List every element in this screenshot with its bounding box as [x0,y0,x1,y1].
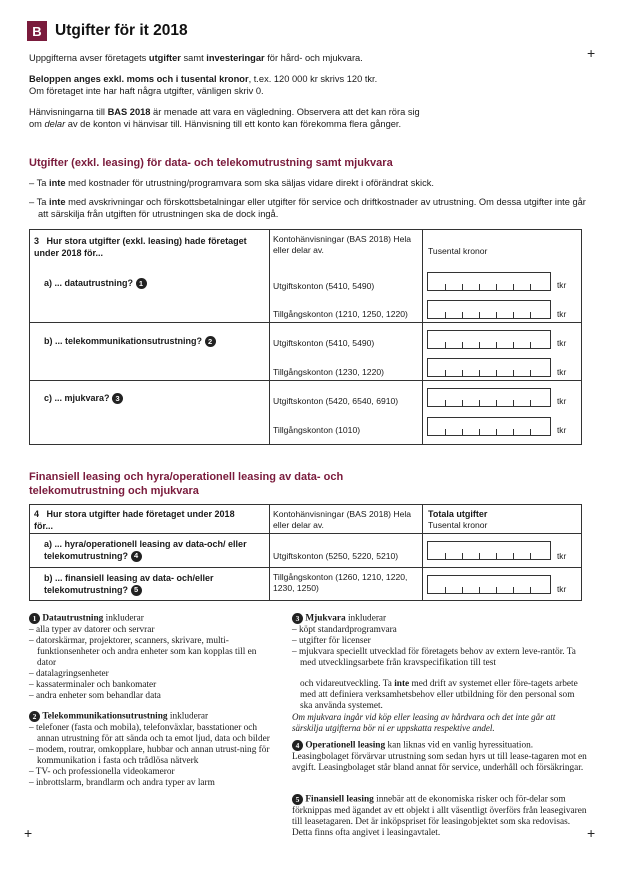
question-3-table [29,229,582,445]
account-ref-3a-expense: Utgiftskonton (5410, 5490) [273,281,375,291]
footnote-2: 2 Telekommunikationsutrustning inkluderar – telefoner (fasta och mobila), telefonväxlar, basstationer och annan utrustning för att sända och ta emot ljud, data och bilder – modem, routrar, omkopplare, hubbar och annan utrust-ning för kommunikation i fasta och trådlösa nätverk – TV- och professionella videokameror – inbrottslarm, brandlarm och andra typer av larm [29,711,277,789]
footnote-2-number: 2 [29,711,40,722]
footnote-2-marker: 2 [205,336,216,347]
unit-label: tkr [557,584,567,594]
unit-label: tkr [557,338,567,348]
amount-input-4b[interactable] [427,575,551,594]
list-item: – datalagringsenheter [29,668,109,679]
section-badge: B [27,21,47,41]
crop-mark: + [587,45,596,61]
amount-input-4a[interactable] [427,541,551,560]
amount-input-3b-expense[interactable] [427,330,551,349]
footnote-5-marker: 5 [131,585,142,596]
question-3b-label: b) ... telekommunikationsutrustning? 2 [44,336,216,348]
question-4a-label: a) ... hyra/operationell leasing av data-och/ eller telekomutrustning? 4 [44,539,247,561]
account-ref-3c-expense: Utgiftskonton (5420, 6540, 6910) [273,396,399,406]
unit-label: tkr [557,309,567,319]
question-3a-label: a) ... datautrustning? 1 [44,278,147,290]
intro-paragraph-2: Beloppen anges exkl. moms och i tusental kronor, t.ex. 120 000 kr skrivs 120 tkr. Om företaget inte har haft några utgifter, vänligen skriv 0. [29,74,378,97]
account-ref-3b-expense: Utgiftskonton (5410, 5490) [273,338,375,348]
footnote-1: 1 Datautrustning inkluderar – alla typer av datorer och servrar – datorskärmar, projektorer, scanners, skrivare, multi-funktionsenheter och andra enheter som kan kopplas till en dator – datalagringsenheter – kassaterminaler och bankomater – andra enheter som behandlar data [29,613,277,702]
footnote-3-note: Om mjukvara ingår vid köp eller leasing av hårdvara och det inte går att särskilja utgifterna bör ni er uppskatta respektive andel. [292,711,556,733]
intro-paragraph-3: Hänvisningarna till BAS 2018 är menade att vara en vägledning. Observera att det kan röra sig om delar av de konton vi hänvisar till. Hänvisning till ett konto kan förekomma flera gånger. [29,107,420,130]
amount-input-3b-asset[interactable] [427,358,551,377]
list-item: – köpt standardprogramvara [292,624,397,635]
intro-paragraph-1: Uppgifterna avser företagets utgifter samt investeringar för hård- och mjukvara. [29,53,363,63]
account-ref-4a: Utgiftskonton (5250, 5220, 5210) [273,551,399,561]
subsection-title-expenses: Utgifter (exkl. leasing) för data- och telekomutrustning samt mjukvara [29,157,393,169]
amount-input-3a-expense[interactable] [427,272,551,291]
footnote-3-number: 3 [292,613,303,624]
unit-label: tkr [557,551,567,561]
unit-label: tkr [557,367,567,377]
account-refs-header: Kontohänvisningar (BAS 2018) Hela eller delar av. [273,509,412,530]
value-header: Tusental kronor [428,520,488,530]
footnote-4-number: 4 [292,740,303,751]
account-ref-4b: Tillgångskonton (1260, 1210, 1220, 1230, 1250) [273,572,408,593]
value-header: Tusental kronor [428,246,488,256]
footnote-3: 3 Mjukvara inkluderar – köpt standardprogramvara – utgifter för licenser – mjukvara speciellt utvecklad för företagets behov av extern leve-rantör. Ta med utvecklingsarbete från kravspecifikation till test och vidareutveckling. Ta inte med drift av systemet eller före-tagets arbete med att definiera verksamhetsbehov eller utbildning för den personal som ska använda systemet. Om mjukvara ingår vid köp eller leasing av hårdvara och det inte går att särskilja utgifterna bör ni er uppskatta respektive andel. [292,613,588,734]
list-item: – mjukvara speciellt utvecklad för företagets behov av extern leve-rantör. Ta med utvecklingsarbete från kravspecifikation till test [292,646,576,668]
crop-mark: + [587,825,596,841]
question-4-text: 4 Hur stora utgifter hade företaget under 2018 för... [34,509,235,531]
account-ref-3a-asset: Tillgångskonton (1210, 1250, 1220) [273,309,408,319]
unit-label: tkr [557,396,567,406]
amount-input-3a-asset[interactable] [427,300,551,319]
question-4b-label: b) ... finansiell leasing av data- och/eller telekomutrustning? 5 [44,573,214,595]
section-header [27,21,188,41]
account-ref-3c-asset: Tillgångskonton (1010) [273,425,361,435]
account-refs-header: Kontohänvisningar (BAS 2018) Hela eller delar av. [273,234,412,255]
list-item: – inbrottslarm, brandlarm och andra typer av larm [29,777,215,788]
crop-mark: + [24,825,33,841]
list-item: – alla typer av datorer och servrar [29,624,155,635]
footnote-3-marker: 3 [112,393,123,404]
unit-label: tkr [557,280,567,290]
footnote-5: 5 Finansiell leasing innebär att de ekonomiska risker och för-delar som förknippas med ägandet av ett objekt i allt väsentligt överförs från leasegivaren till leasetagaren. Det är inköpspriset för leasingobjektet som ska redovisas. Detta finns ofta angivet i leasingavtalet. [292,794,587,838]
instruction-bullet-2: – Ta inte med avskrivningar och förskottsbetalningar eller utgifter för service och driftkostnader av utrustning. Om dessa utgifter inte går att särskilja från utgiften för utrustningen ska de dock ingå. [29,197,586,220]
account-ref-3b-asset: Tillgångskonton (1230, 1220) [273,367,384,377]
list-item: – utgifter för licenser [292,635,371,646]
question-4-table [29,504,582,601]
footnote-1-number: 1 [29,613,40,624]
unit-label: tkr [557,425,567,435]
footnote-1-marker: 1 [136,278,147,289]
footnote-4: 4 Operationell leasing kan liknas vid en vanlig hyressituation. Leasingbolaget förvärvar utrustning som sedan hyrs ut till lease-tagaren mot en avgift. Leasingbolaget står bland annat för service, underhåll och försäkringar. [292,740,587,773]
instruction-bullet-1: – Ta inte med kostnader för utrustning/programvara som ska säljas vidare direkt i oförändrat skick. [29,178,434,188]
question-3-text: 3 Hur stora utgifter (exkl. leasing) hade företaget under 2018 för... [34,236,247,258]
total-header: Totala utgifter [428,509,488,519]
section-title: Utgifter för it 2018 [55,22,188,39]
list-item: – telefoner (fasta och mobila), telefonväxlar, basstationer och annan utrustning för att sända och ta emot ljud, data och bilder [29,722,270,744]
footnote-5-number: 5 [292,794,303,805]
subsection-title-leasing: Finansiell leasing och hyra/operationell leasing av data- och telekomutrustning och mjukvara [29,471,344,497]
list-item: – modem, routrar, omkopplare, hubbar och annan utrust-ning för kommunikation i fasta och trådlösa nätverk [29,744,270,766]
amount-input-3c-asset[interactable] [427,417,551,436]
question-3c-label: c) ... mjukvara? 3 [44,393,123,405]
list-item: – andra enheter som behandlar data [29,690,161,701]
footnote-4-marker: 4 [131,551,142,562]
list-item: – datorskärmar, projektorer, scanners, skrivare, multi-funktionsenheter och andra enheter som kan kopplas till en dator [29,635,257,668]
list-item: – TV- och professionella videokameror [29,766,175,777]
amount-input-3c-expense[interactable] [427,388,551,407]
list-item: – kassaterminaler och bankomater [29,679,157,690]
